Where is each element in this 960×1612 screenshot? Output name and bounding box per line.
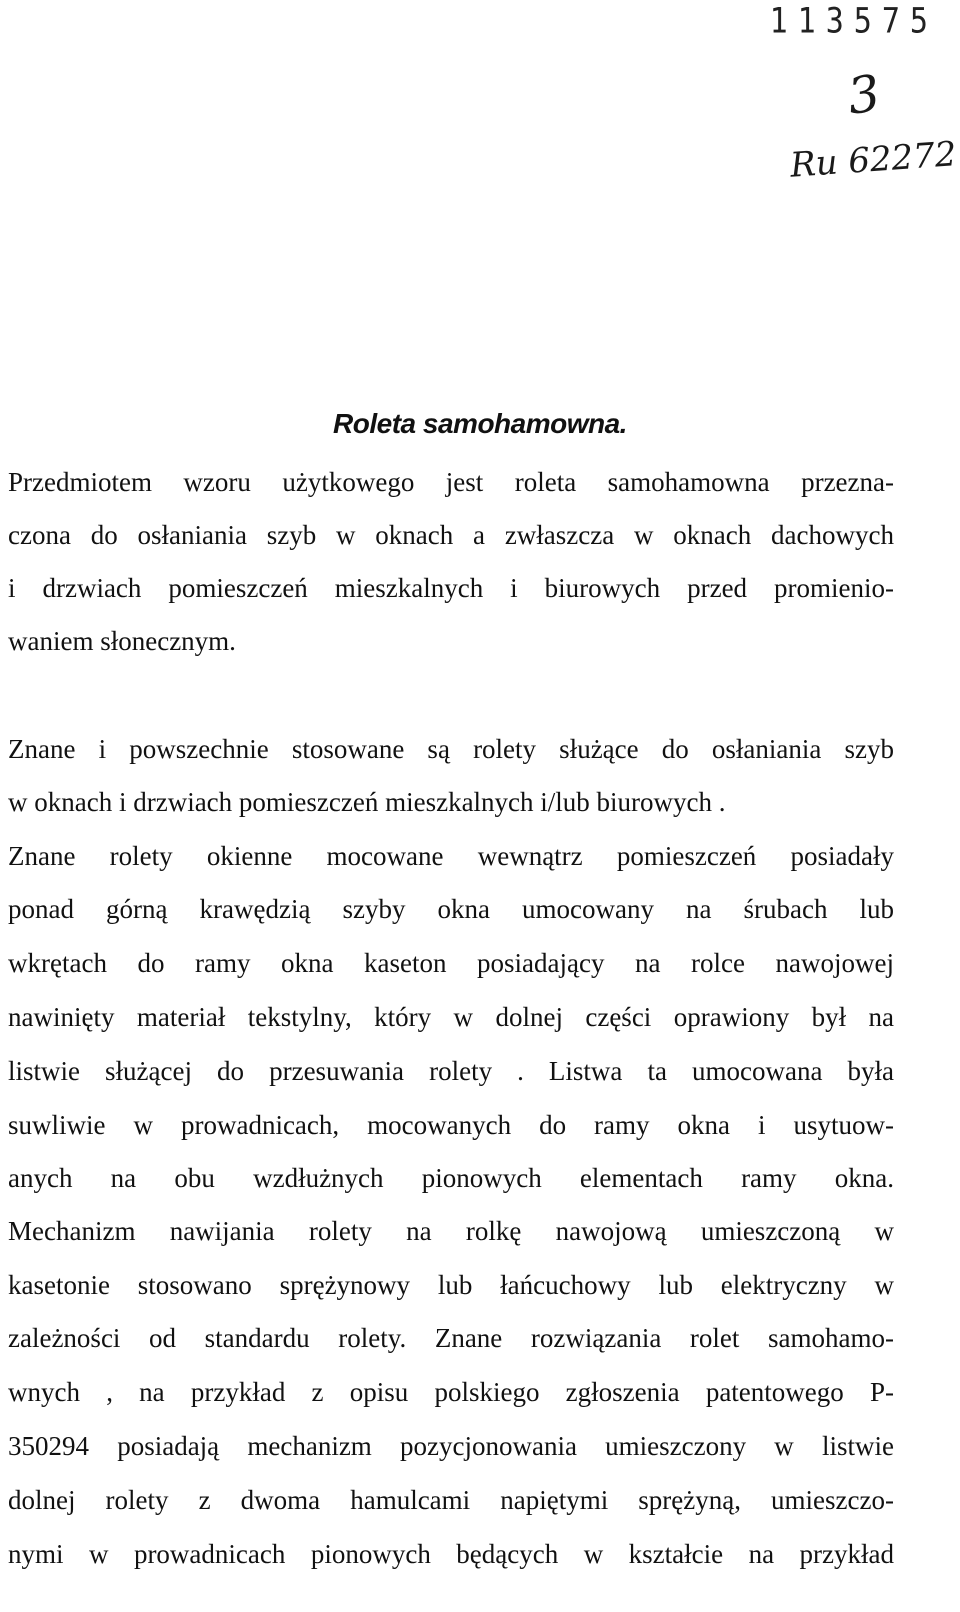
text-line: Znane i powszechnie stosowane są rolety służące do osłaniania szyb <box>8 734 894 764</box>
text-line: anych na obu wzdłużnych pionowych elementach ramy okna. <box>8 1163 894 1193</box>
handwritten-page-number: 3 <box>844 64 884 126</box>
text-line: Mechanizm nawijania rolety na rolkę nawojową umieszczoną w <box>8 1216 894 1246</box>
text-line: w oknach i drzwiach pomieszczeń mieszkalnych i/lub biurowych . <box>8 787 726 817</box>
text-line: listwie służącej do przesuwania rolety . Listwa ta umocowana była <box>8 1056 894 1086</box>
handwritten-reference-mark: Ru 62272 <box>788 134 958 186</box>
document-title: Roleta samohamowna. <box>333 408 627 439</box>
text-line: 350294 posiadają mechanizm pozycjonowania umieszczony w listwie <box>8 1431 894 1461</box>
text-line: suwliwie w prowadnicach, mocowanych do ramy okna i usytuow- <box>8 1110 894 1140</box>
text-line: nawinięty materiał tekstylny, który w dolnej części oprawiony był na <box>8 1002 894 1032</box>
text-line: czona do osłaniania szyb w oknach a zwłaszcza w oknach dachowych <box>8 520 894 550</box>
document-stamp-number: 113575 <box>769 1 938 42</box>
text-line: dolnej rolety z dwoma hamulcami napiętymi sprężyną, umieszczo- <box>8 1485 894 1515</box>
text-line: Znane rolety okienne mocowane wewnątrz pomieszczeń posiadały <box>8 841 894 871</box>
text-line: waniem słonecznym. <box>8 626 236 656</box>
text-line: Przedmiotem wzoru użytkowego jest roleta samohamowna przezna- <box>8 467 894 497</box>
text-line: nymi w prowadnicach pionowych będących w kształcie na przykład <box>8 1539 894 1569</box>
text-line: zależności od standardu rolety. Znane rozwiązania rolet samohamo- <box>8 1323 894 1353</box>
text-line: wkrętach do ramy okna kaseton posiadający na rolce nawojowej <box>8 948 894 978</box>
text-line: ponad górną krawędzią szyby okna umocowany na śrubach lub <box>8 894 894 924</box>
text-line: wnych , na przykład z opisu polskiego zgłoszenia patentowego P- <box>8 1377 894 1407</box>
text-line: kasetonie stosowano sprężynowy lub łańcuchowy lub elektryczny w <box>8 1270 894 1300</box>
text-line: i drzwiach pomieszczeń mieszkalnych i biurowych przed promienio- <box>8 573 894 603</box>
